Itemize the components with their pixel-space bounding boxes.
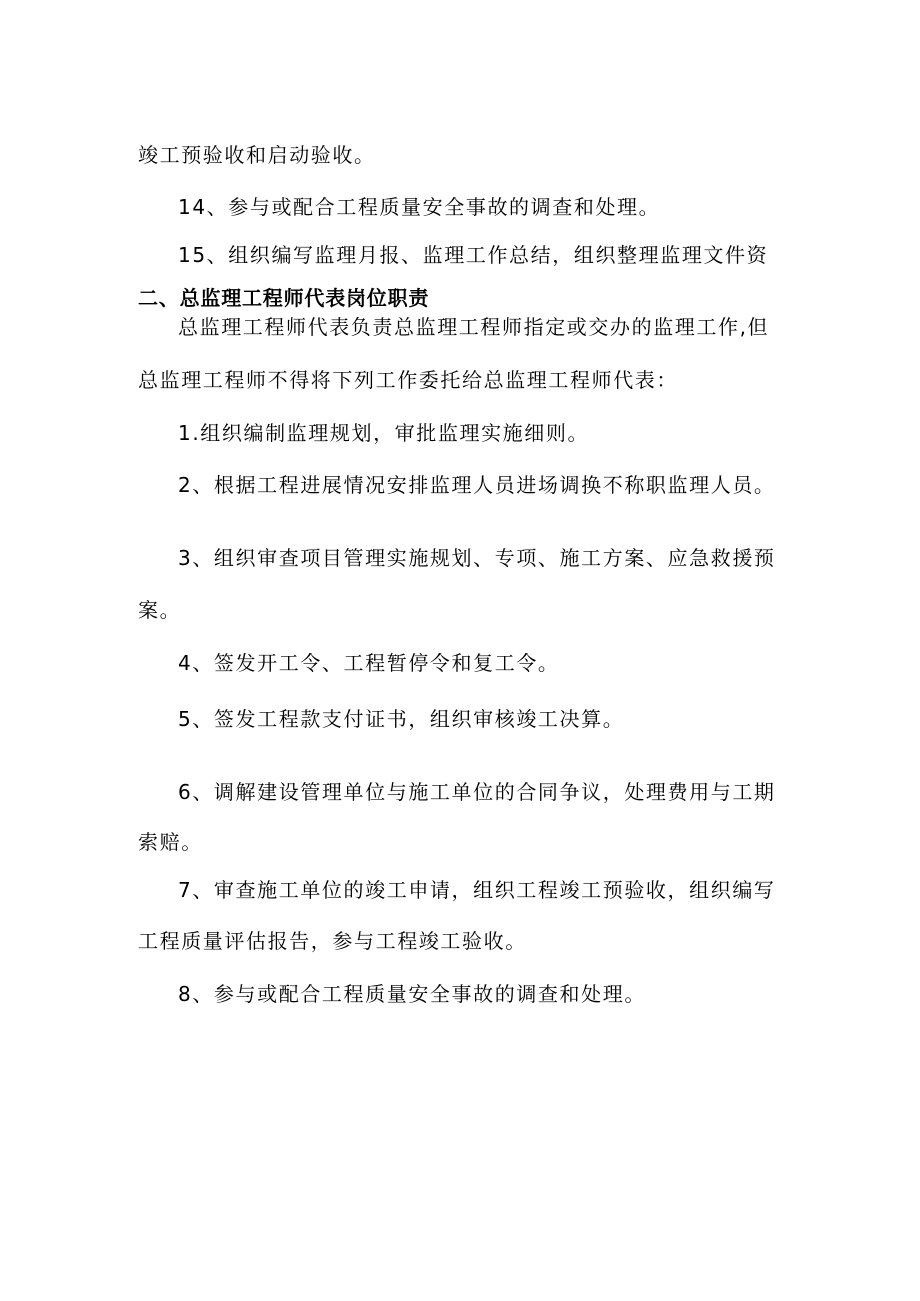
list-item-5: 5、签发工程款支付证书，组织审核竣工决算。: [178, 707, 625, 731]
paragraph-line: 总监理工程师代表负责总监理工程师指定或交办的监理工作,但: [178, 315, 770, 339]
section-heading: 二、总监理工程师代表岗位职责: [138, 286, 430, 310]
paragraph-line: 总监理工程师不得将下列工作委托给总监理工程师代表：: [138, 368, 678, 392]
list-item-2: 2、根据工程进展情况安排监理人员进场调换不称职监理人员。: [178, 473, 776, 497]
paragraph-line: 竣工预验收和启动验收。: [138, 143, 376, 167]
list-item-6: 6、调解建设管理单位与施工单位的合同争议，处理费用与工期: [178, 780, 776, 804]
list-item-15: 15、组织编写监理月报、监理工作总结，组织整理监理文件资: [178, 243, 769, 267]
paragraph-line: 案。: [138, 598, 182, 622]
list-item-1: 1.组织编制监理规划，审批监理实施细则。: [178, 421, 590, 445]
list-item-3: 3、组织审查项目管理实施规划、专项、施工方案、应急救援预: [178, 546, 776, 570]
list-item-8: 8、参与或配合工程质量安全事故的调查和处理。: [178, 982, 646, 1006]
list-item-14: 14、参与或配合工程质量安全事故的调查和处理。: [178, 195, 661, 219]
list-item-7: 7、审查施工单位的竣工申请，组织工程竣工预验收，组织编写: [178, 878, 776, 902]
list-item-4: 4、签发开工令、工程暂停令和复工令。: [178, 651, 560, 675]
paragraph-line: 工程质量评估报告，参与工程竣工验收。: [138, 929, 527, 953]
paragraph-line: 索赔。: [138, 830, 203, 854]
